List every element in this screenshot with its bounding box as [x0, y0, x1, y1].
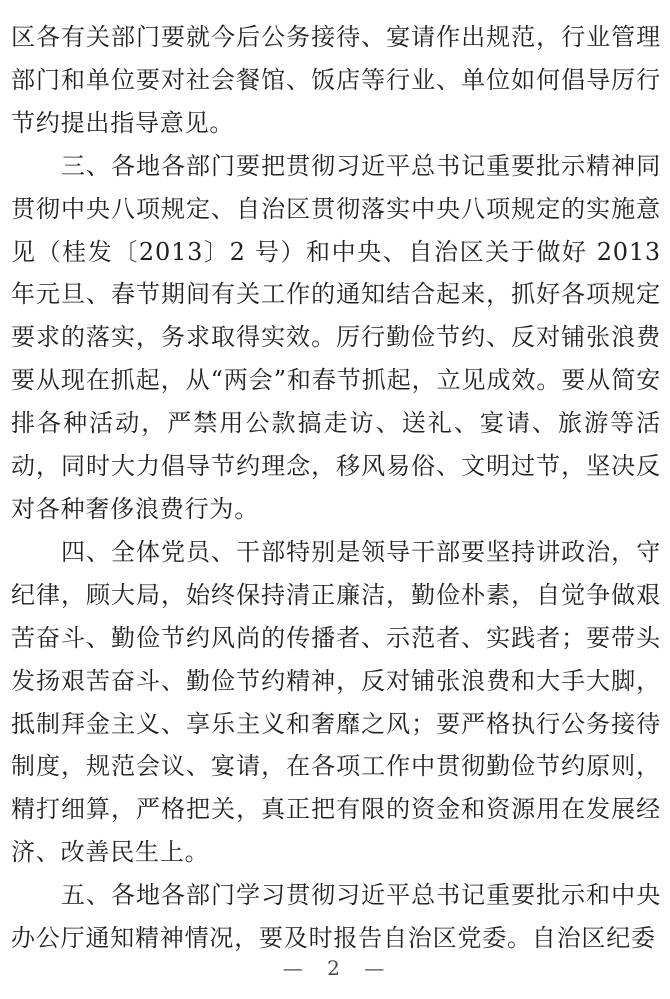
paragraph-section-3: 三、各地各部门要把贯彻习近平总书记重要批示精神同贯彻中央八项规定、自治区贯彻落实中央八项规定的实施意见（桂发〔2013〕2 号）和中央、自治区关于做好 2013 年元旦、春节期间有关工作的通知结合起来，抓好各项规定要求的落实，务求取得实效。厉行勤俭节约、反对铺张浪费要从现在抓起，从“两会”和春节抓起，立见成效。要从简安排各种活动，严禁用公款搞走访、送礼、宴请、旅游等活动，同时大力倡导节约理念，移风易俗、文明过节，坚决反对各种奢侈浪费行为。: [11, 151, 661, 523]
document-body: [11, 0, 661, 960]
page-number: — 2 —: [282, 956, 388, 980]
paragraph-continuation: 区各有关部门要就今后公务接待、宴请作出规范，行业管理部门和单位要对社会餐馆、饭店等行业、单位如何倡导厉行节约提出指导意见。: [11, 23, 661, 137]
page-footer: [0, 956, 670, 980]
paragraph-section-4: 四、全体党员、干部特别是领导干部要坚持讲政治，守纪律，顾大局，始终保持清正廉洁，勤俭朴素，自觉争做艰苦奋斗、勤俭节约风尚的传播者、示范者、实践者；要带头发扬艰苦奋斗、勤俭节约精神，反对铺张浪费和大手大脚，抵制拜金主义、享乐主义和奢靡之风；要严格执行公务接待制度，规范会议、宴请，在各项工作中贯彻勤俭节约原则，精打细算，严格把关，真正把有限的资金和资源用在发展经济、改善民生上。: [11, 537, 661, 867]
paragraph-section-5: 五、各地各部门学习贯彻习近平总书记重要批示和中央办公厅通知精神情况，要及时报告自治区党委。自治区纪委: [11, 881, 661, 953]
